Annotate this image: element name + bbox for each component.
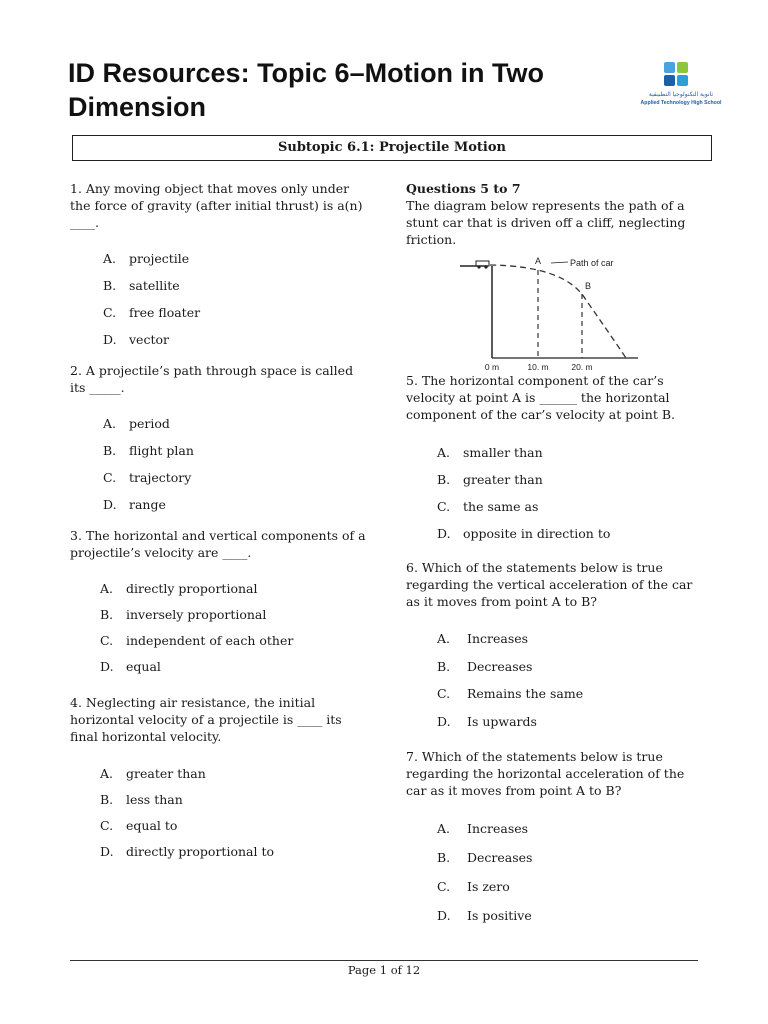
question-stem: 3. The horizontal and vertical components of a projectile’s velocity are ____. <box>70 528 366 560</box>
option-d[interactable]: D. Is upwards <box>437 713 537 729</box>
left-column <box>70 180 370 869</box>
option-b[interactable]: B. flight plan <box>103 443 194 458</box>
x-label-0: 0 m <box>484 362 500 372</box>
option-d[interactable]: D. equal <box>100 659 161 674</box>
question-stem: 2. A projectile’s path through space is called its _____. <box>70 363 354 395</box>
question-7 <box>406 748 706 936</box>
option-a[interactable]: A. greater than <box>100 766 206 781</box>
path-label-pointer <box>551 262 568 263</box>
options-list <box>100 580 370 684</box>
x-label-10: 10. m <box>527 362 549 372</box>
question-5 <box>406 372 706 552</box>
page-number: Page 1 of 12 <box>347 963 421 977</box>
option-b[interactable]: B. greater than <box>437 472 543 487</box>
option-a[interactable]: A. projectile <box>103 251 190 266</box>
question-stem: 4. Neglecting air resistance, the initial horizontal velocity of a projectile is ____ its final horizontal velocity. <box>70 695 342 744</box>
car-icon <box>476 261 489 269</box>
logo-block-4 <box>677 75 688 86</box>
option-c[interactable]: C. Remains the same <box>437 686 584 701</box>
page-title: ID Resources: Topic 6–Motion in Two Dimension <box>68 58 545 122</box>
projectile-diagram <box>406 250 646 374</box>
path-label: Path of car <box>570 258 614 268</box>
option-c[interactable]: C. the same as <box>437 499 539 514</box>
question-6 <box>406 559 706 740</box>
option-a[interactable]: A. period <box>103 416 170 431</box>
logo-english-text: Applied Technology High School <box>640 100 722 106</box>
logo-arabic-text: ثانوية التكنولوجيا التطبيقية <box>648 92 714 98</box>
options-list <box>437 630 706 740</box>
options-list <box>437 444 706 552</box>
footer-divider <box>70 960 698 961</box>
question-stem: 6. Which of the statements below is true regarding the vertical acceleration of the car as it moves from point A to B? <box>406 560 693 609</box>
question-group-intro: The diagram below represents the path of a stunt car that is driven off a cliff, neglecting friction. <box>406 198 686 247</box>
option-c[interactable]: C. trajectory <box>103 470 192 485</box>
question-stem: 7. Which of the statements below is true regarding the horizontal acceleration of the car as it moves from point A to B? <box>406 749 685 798</box>
logo-block-3 <box>664 75 675 86</box>
logo-block-2 <box>677 62 688 73</box>
options-list <box>437 820 706 936</box>
option-c[interactable]: C. equal to <box>100 818 178 833</box>
question-2 <box>70 362 370 523</box>
option-d[interactable]: D. Is positive <box>437 908 532 923</box>
right-column <box>406 180 706 936</box>
question-3 <box>70 527 370 684</box>
options-list <box>103 250 370 358</box>
point-b-label: B <box>585 281 592 291</box>
point-a-label: A <box>535 256 542 266</box>
option-c[interactable]: C. free floater <box>103 305 201 320</box>
option-b[interactable]: B. less than <box>100 792 183 807</box>
option-d[interactable]: D. vector <box>103 332 169 347</box>
question-stem: 1. Any moving object that moves only under the force of gravity (after initial thrust) is a(n) ____. <box>70 181 363 230</box>
option-a[interactable]: A. Increases <box>437 821 529 836</box>
option-c[interactable]: C. Is zero <box>437 879 510 894</box>
car-path <box>490 265 626 358</box>
question-group-heading: Questions 5 to 7 <box>406 181 521 196</box>
option-c[interactable]: C. independent of each other <box>100 633 294 648</box>
option-a[interactable]: A. directly proportional <box>100 581 258 596</box>
option-b[interactable]: B. inversely proportional <box>100 607 267 622</box>
option-a[interactable]: A. smaller than <box>437 445 543 460</box>
option-d[interactable]: D. opposite in direction to <box>437 526 611 541</box>
options-list <box>100 765 370 869</box>
question-4 <box>70 694 370 869</box>
option-b[interactable]: B. satellite <box>103 278 180 293</box>
option-a[interactable]: A. Increases <box>437 631 529 646</box>
option-d[interactable]: D. range <box>103 497 166 512</box>
school-logo <box>640 58 722 112</box>
x-label-20: 20. m <box>571 362 593 372</box>
subtopic-heading: Subtopic 6.1: Projectile Motion <box>72 135 712 161</box>
question-stem: 5. The horizontal component of the car’s velocity at point A is ______ the horizontal component of the car’s velocity at point B. <box>406 373 675 422</box>
option-b[interactable]: B. Decreases <box>437 658 533 674</box>
logo-block-1 <box>664 62 675 73</box>
options-list <box>103 415 370 523</box>
question-1 <box>70 180 370 358</box>
option-d[interactable]: D. directly proportional to <box>100 844 275 859</box>
option-b[interactable]: B. Decreases <box>437 850 533 865</box>
